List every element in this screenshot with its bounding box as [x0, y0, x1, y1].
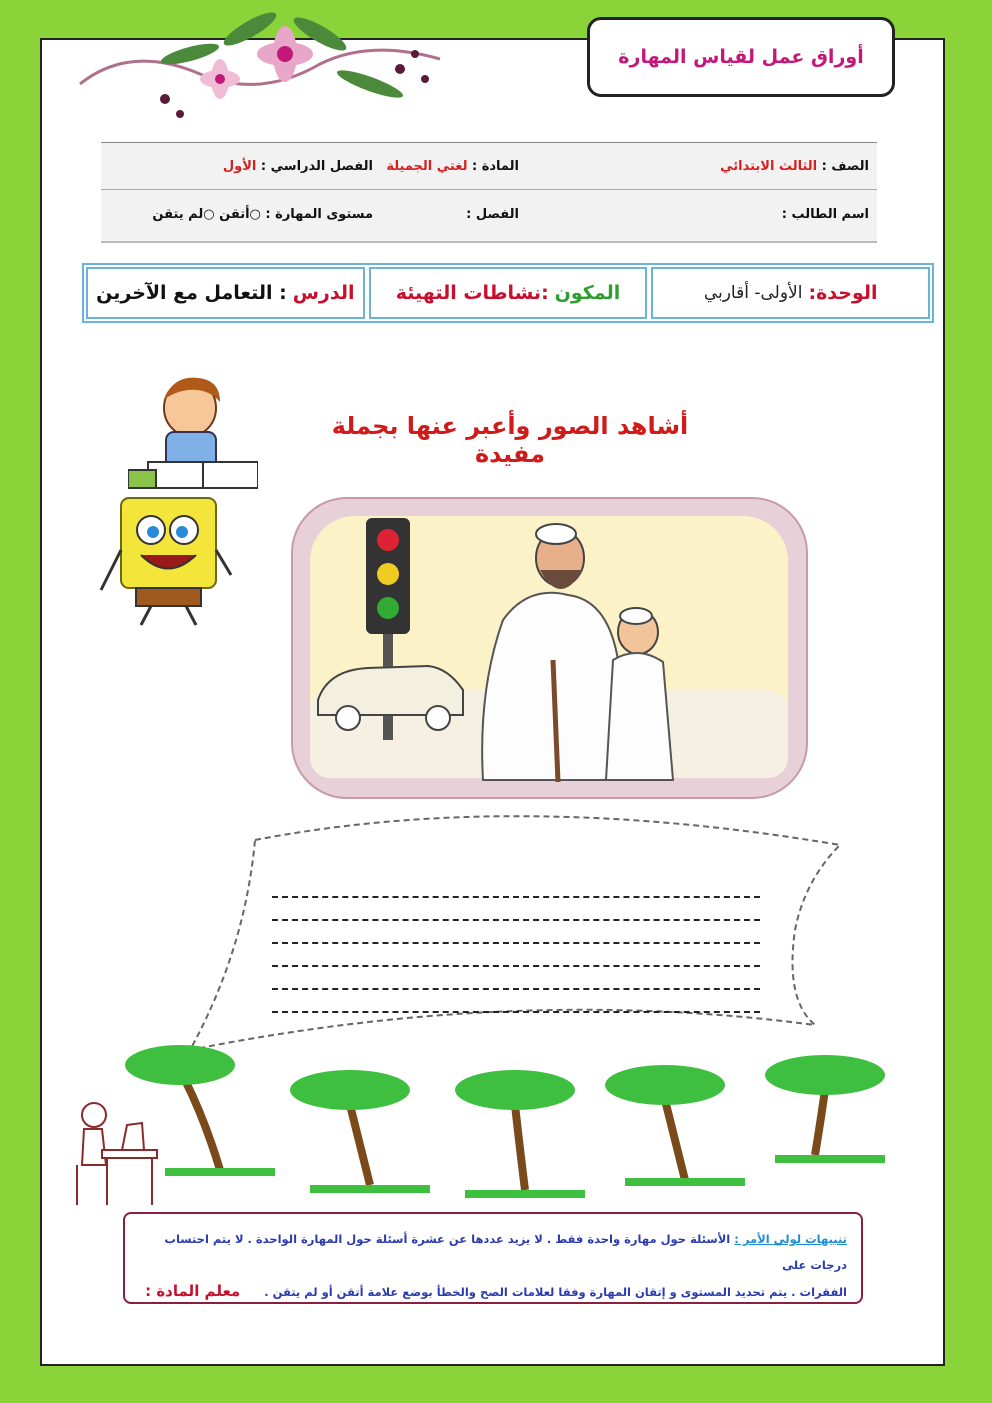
- skill-level-label: مستوى المهارة :: [265, 206, 373, 222]
- teacher-label: معلم المادة :: [145, 1282, 241, 1300]
- not-mastered-label: لم يتقن: [152, 206, 204, 222]
- unit-cell: [651, 267, 930, 319]
- student-name-label: اسم الطالب :: [781, 206, 869, 222]
- parent-notes-box: [123, 1212, 863, 1304]
- skill-level-field: [152, 207, 373, 222]
- answer-line[interactable]: [272, 921, 760, 944]
- mastered-radio[interactable]: ○أتقن: [219, 206, 261, 222]
- flower-decoration: [70, 4, 460, 134]
- grade-field: [720, 159, 869, 174]
- answer-line[interactable]: [272, 990, 760, 1013]
- grade-label: الصف :: [821, 158, 869, 174]
- sponge-character-clipart: [96, 490, 236, 630]
- info-row-grade: [101, 143, 877, 190]
- component-label: المكون: [554, 282, 621, 304]
- not-mastered-radio[interactable]: ○لم يتقن: [152, 206, 215, 222]
- lesson-label: الدرس: [292, 282, 355, 304]
- class-label: الفصل :: [466, 206, 519, 222]
- crossing-street-illustration: [288, 490, 811, 803]
- unit-value: الأولى- أقاربي: [703, 283, 803, 303]
- teacher-desk-clipart: [72, 1095, 162, 1210]
- student-info-panel: [101, 142, 877, 243]
- worksheet-title: أوراق عمل لقياس المهارة: [587, 17, 895, 97]
- subject-label: المادة :: [471, 158, 519, 174]
- notes-text-1: الأسئلة حول مهارة واحدة فقط . لا يزيد عددها عن عشرة أسئلة حول المهارة الواحدة . لا يتم احتساب درجات على: [164, 1232, 847, 1272]
- boy-reading-clipart: [128, 370, 258, 495]
- grade-value: الثالث الابتدائي: [720, 158, 818, 174]
- notes-line-1: [139, 1226, 847, 1278]
- component-cell: [369, 267, 648, 319]
- term-value: الأول: [222, 158, 257, 174]
- answer-line[interactable]: [272, 944, 760, 967]
- subject-value: لغتي الجميلة: [386, 158, 468, 174]
- info-row-student: [101, 191, 877, 237]
- answer-lines[interactable]: [272, 875, 760, 1013]
- answer-line[interactable]: [272, 875, 760, 898]
- answer-line[interactable]: [272, 967, 760, 990]
- unit-label: الوحدة:: [808, 282, 878, 304]
- notes-line-2: [139, 1278, 847, 1305]
- mastered-label: أتقن: [219, 206, 250, 222]
- lesson-cell: [86, 267, 365, 319]
- palm-trees-decoration: [125, 1020, 895, 1205]
- notes-label: تنبيهات لولي الأمر :: [734, 1232, 847, 1246]
- subject-field: [386, 159, 519, 174]
- component-value: :نشاطات التهيئة: [395, 282, 549, 304]
- unit-table: [82, 263, 934, 323]
- lesson-value: : التعامل مع الآخرين: [96, 282, 287, 304]
- answer-line[interactable]: [272, 898, 760, 921]
- notes-text-2: الفقرات . يتم تحديد المستوى و إتقان المهارة وفقا لعلامات الصح والخطأ بوضع علامة أتقن أو لم يتقن .: [264, 1285, 847, 1299]
- instruction-heading: أشاهد الصور وأعبر عنها بجملة مفيدة: [331, 412, 689, 468]
- term-label: الفصل الدراسي :: [260, 158, 373, 174]
- term-field: [223, 159, 373, 174]
